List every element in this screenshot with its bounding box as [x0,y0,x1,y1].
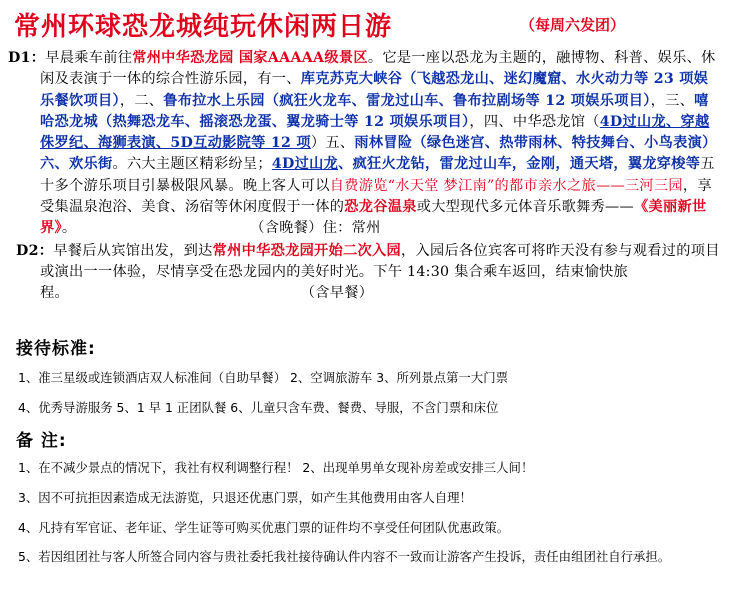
zone-3: 嘻哈恐龙城（热舞恐龙车、摇滚恐龙蛋、翼龙骑士等 12 项娱乐项目） [40,92,709,130]
note-item: 1、在不减少景点的情况下，我社有权利调整行程！ 2、出现单男单女现补房差或安排三人间！ [18,460,534,475]
notes-heading: 备 注: [16,431,67,451]
day1-text: ，享受集温泉泡浴、美食、汤宿等休闲度假于一体的 [40,177,712,216]
day2-text: 早餐后从宾馆出发，到达 [53,242,213,259]
zone-4: 4D过山龙、穿越侏罗纪、海狮表演、5D互动影院等 12 项 [40,113,710,152]
standards-line: 4、优秀导游服务 5、1 早 1 正团队餐 6、儿童只含车费、餐费、导服，不含门票和床位 [18,400,499,415]
note-item: 4、凡持有军官证、老年证、学生证等可购买优惠门票的证件均不享受任何团队优惠政策。 [18,520,510,535]
note-item: 5、若因组团社与客人所签合同内容与贵社委托我社接待确认件内容不一致而让游客产生投诉，责任由组团社自行承担。 [18,549,671,564]
note-item: 3、因不可抗拒因素造成无法游览，只退还优惠门票，如产生其他费用由客人自理！ [18,490,472,505]
day1-text: ，二、 [119,92,164,109]
day2-text: ，入园后各位宾客可将昨天没有参与观看过的项目或演出一一体验，尽情享受在恐龙园内的美好时光。下午 14:30 集合乘车返回，结束愉快旅程。 [40,242,720,302]
standards-line: 1、准三星级或连锁酒店双人标准间（自助早餐） 2、空调旅游车 3、所列景点第一大门票 [18,370,508,385]
day1-text: 。六大主题区精彩纷呈； [112,156,272,173]
day1-text: 五十多个游乐项目引暴极限风暴。晚上客人可以 [40,156,715,194]
day1-text: ，三、 [650,92,695,109]
day2-meal: （含早餐） [300,285,374,302]
day1-text: 。 [61,220,77,237]
day1-text: 早晨乘车前往 [45,50,133,66]
highlight-ride: 4D过山龙 [271,156,339,173]
day1-text: 。它是一座以恐龙为主题的，融博物、科普、娱乐、休闲及表演于一体的综合性游乐园，有一、 [40,50,716,88]
itinerary [8,48,720,305]
standards-heading: 接待标准: [16,339,96,359]
zone-5-6: 雨林冒险（绿色迷宫、热带雨林、特技舞台、小鸟表演）六、欢乐街 [40,135,717,173]
zone-1: 库克苏克大峡谷（飞越恐龙山、迷幻魔窟、水火动力等 23 项娱乐餐饮项目） [40,71,709,109]
zone-2: 鲁布拉水上乐园（疯狂火龙车、雷龙过山车、鲁布拉剧场等 12 项娱乐项目） [163,92,651,109]
evening-option: 自费游览“水天堂 梦江南”的都市亲水之旅——三河三园 [329,177,683,194]
park-reentry: 常州中华恐龙园开始二次入园 [212,242,401,259]
day1-text: 或大型现代多元体音乐歌舞秀—— [416,199,635,216]
day1-label: D1： [8,50,46,66]
day1-text: ）五、 [310,135,355,152]
day1-text: ，四、中华恐龙馆（ [469,113,600,130]
hot-spring: 恐龙谷温泉 [344,199,417,216]
departure-schedule: （每周六发团） [520,16,626,34]
page-title: 常州环球恐龙城纯玩休闲两日游 [14,12,393,42]
show-name: 《美丽新世界》 [40,199,707,237]
park-name: 常州中华恐龙园 国家AAAAA级景区 [132,50,368,66]
highlight-rides: 、疯狂火龙钻，雷龙过山车，金刚，通天塔，翼龙穿梭等 [338,156,701,173]
day2-label: D2： [16,242,54,259]
day1-meal-stay: （含晚餐）住：常州 [250,220,381,237]
day1-paragraph [8,48,720,240]
day2-paragraph [8,241,720,305]
